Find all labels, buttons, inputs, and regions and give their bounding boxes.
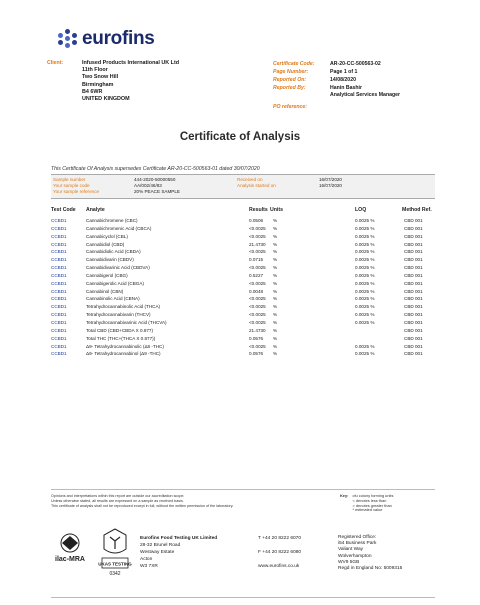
cell-analyte: Cannabidiol (CBD) xyxy=(86,241,125,247)
meta-row xyxy=(273,60,400,68)
meta-row xyxy=(273,84,400,92)
cell-result: 0.0576 xyxy=(249,351,264,357)
cell-result: <0.0025 xyxy=(249,233,266,239)
your-code: AA/002/46/83 xyxy=(134,183,162,188)
registered-office-line: Registered Office: xyxy=(338,535,377,540)
table-row xyxy=(51,289,435,297)
bottom-divider xyxy=(51,597,435,598)
footer-divider xyxy=(51,489,435,490)
meta-value: Analytical Services Manager xyxy=(330,92,401,99)
registered-office-line: i54 Business Park xyxy=(338,541,377,547)
footer-notes xyxy=(51,494,233,508)
cell-test-code: CCBD1 xyxy=(51,343,67,349)
key-title: Key: xyxy=(340,493,349,498)
table-row xyxy=(51,296,435,304)
ilac-text: ilac-MRA xyxy=(55,556,85,563)
table-row xyxy=(51,226,435,234)
logo-dots-icon xyxy=(58,29,78,49)
your-code-label: Your sample code xyxy=(53,183,90,188)
cell-loq: 0.0025 % xyxy=(355,265,375,271)
cell-method: CBD 001 xyxy=(404,225,423,231)
key-line: * estimated value xyxy=(352,507,383,513)
date-labels xyxy=(237,177,276,189)
table-row xyxy=(51,304,435,312)
started-label: Analysis started on xyxy=(237,183,276,188)
cell-result: <0.0025 xyxy=(249,296,266,302)
table-row xyxy=(51,242,435,250)
cell-loq: 0.0025 % xyxy=(355,304,375,310)
meta-label: Reported By: xyxy=(273,84,306,91)
client-line: Two Snow Hill xyxy=(82,74,119,81)
meta-row xyxy=(273,68,400,76)
cell-analyte: Tetrahydrocannabivarin (THCV) xyxy=(86,312,151,318)
client-line: 11th Floor xyxy=(82,67,108,74)
cell-result: 0.0048 xyxy=(249,288,264,294)
cell-unit: % xyxy=(273,288,278,294)
cell-result: 21.4730 xyxy=(249,241,266,247)
cell-result: <0.0025 xyxy=(249,319,266,325)
received-label: Received on xyxy=(237,177,263,182)
cell-method: CBD 001 xyxy=(404,241,423,247)
cell-method: CBD 001 xyxy=(404,304,423,310)
cell-loq: 0.0025 % xyxy=(355,319,375,325)
meta-value: AR-20-CC-500563-02 xyxy=(330,61,381,67)
cell-unit: % xyxy=(273,249,278,255)
key-line: cfu colony forming units xyxy=(352,493,394,498)
cell-test-code: CCBD1 xyxy=(51,265,67,271)
meta-label: Reported On: xyxy=(273,76,307,83)
cell-unit: % xyxy=(273,280,278,286)
your-ref-label: Your sample reference xyxy=(53,189,100,194)
cell-method: CBD 001 xyxy=(404,319,423,325)
cell-loq: 0.0025 % xyxy=(355,249,375,255)
address-line: Acton xyxy=(140,557,153,562)
header-analyte: Analyte xyxy=(86,207,105,213)
cell-unit: % xyxy=(273,319,278,325)
meta-label: Certificate Code: xyxy=(273,61,315,67)
cell-test-code: CCBD1 xyxy=(51,241,67,247)
meta-value: 14/08/2020 xyxy=(330,76,356,83)
address-line: W3 7XR xyxy=(140,564,158,569)
supersede-note: This Certificate Of Analysis supersedes Certificate AR-20-CC-500563-01 dated 30/07/2020 xyxy=(51,166,260,172)
cell-test-code: CCBD1 xyxy=(51,272,67,278)
cell-result: 0.5227 xyxy=(249,272,264,278)
cell-result: <0.0025 xyxy=(249,343,266,349)
footer-note: This certificate of analysis shall not be reproduced except in full, without the written permission of the laboratory. xyxy=(51,503,234,508)
cell-method: CBD 001 xyxy=(404,218,423,223)
cell-analyte: Tetrahydrocannabinolic Acid (THCA) xyxy=(86,304,161,310)
cell-result: <0.0025 xyxy=(249,249,266,255)
client-address xyxy=(82,60,179,103)
client-line: Birmingham xyxy=(82,81,114,88)
cell-method: CBD 001 xyxy=(404,233,423,239)
cell-test-code: CCBD1 xyxy=(51,218,67,223)
certificate-meta xyxy=(273,60,400,111)
cell-unit: % xyxy=(273,265,278,271)
client-line: Infused Products International UK Ltd xyxy=(82,60,180,66)
cell-analyte: Cannabichromene (CBC) xyxy=(86,218,138,223)
table-row xyxy=(51,273,435,281)
header-method: Method Ref. xyxy=(402,207,432,213)
website-link[interactable]: www.eurofins.co.uk xyxy=(258,564,300,569)
table-row xyxy=(51,249,435,257)
cell-analyte: Tetrahydrocannabivarinic Acid (THCVA) xyxy=(86,319,167,325)
table-row xyxy=(51,351,435,359)
started-date: 16/07/2020 xyxy=(319,183,342,188)
client-label: Client: xyxy=(47,60,64,66)
lab-address xyxy=(140,535,217,570)
cell-method: CBD 001 xyxy=(404,280,423,286)
cell-result: 0.0715 xyxy=(249,257,264,263)
cell-test-code: CCBD1 xyxy=(51,280,67,286)
cell-test-code: CCBD1 xyxy=(51,319,67,325)
registered-office-line: Regd in England No: 5009315 xyxy=(338,566,403,572)
cell-unit: % xyxy=(273,241,278,247)
cell-analyte: Cannabinol (CBN) xyxy=(86,288,124,294)
footer-note: Opinions and interpretations within this report are outside our accreditation scope. xyxy=(51,494,185,498)
table-row xyxy=(51,234,435,242)
meta-label xyxy=(273,91,330,99)
company-name: Eurofins Food Testing UK Limited xyxy=(140,536,218,541)
key-legend xyxy=(340,494,393,513)
page-title: Certificate of Analysis xyxy=(179,131,301,143)
sample-info-box xyxy=(51,174,435,199)
cell-analyte: Δ9- Tetrahydrocannabinolic (Δ8 -THC) xyxy=(86,343,164,349)
cell-test-code: CCBD1 xyxy=(51,257,67,263)
cell-unit: % xyxy=(273,304,278,310)
cell-loq: 0.0025 % xyxy=(355,272,375,278)
cell-loq: 0.0025 % xyxy=(355,312,375,318)
your-ref: 20% PEACE SAMPLE xyxy=(134,189,180,194)
table-row xyxy=(51,312,435,320)
cell-test-code: CCBD1 xyxy=(51,335,67,341)
table-row xyxy=(51,344,435,352)
fax: F +44 20 8222 6080 xyxy=(258,550,302,555)
cell-method: CBD 001 xyxy=(404,343,423,349)
meta-label: Page Number: xyxy=(273,68,309,75)
cell-result: 21.4730 xyxy=(249,327,266,333)
cell-analyte: Cannabidivarin (CBDV) xyxy=(86,257,134,263)
logo-text: eurofins xyxy=(82,28,155,49)
cell-loq: 0.0025 % xyxy=(355,288,375,294)
cell-analyte: Δ9- Tetrahydrocannabinol (Δ9 -THC) xyxy=(86,351,161,357)
ukas-badge xyxy=(100,527,130,579)
cell-method: CBD 001 xyxy=(404,335,423,341)
cell-test-code: CCBD1 xyxy=(51,312,67,318)
cell-analyte: Cannabigerolic Acid (CBGA) xyxy=(86,280,144,286)
cell-method: CBD 001 xyxy=(404,312,423,318)
sample-number: 444-2020-50000550 xyxy=(134,177,176,182)
sample-number-label: Sample number xyxy=(53,177,86,182)
cell-unit: % xyxy=(273,327,278,333)
registered-office xyxy=(338,535,402,572)
cell-unit: % xyxy=(273,296,278,302)
cell-method: CBD 001 xyxy=(404,351,423,357)
cell-method: CBD 001 xyxy=(404,296,423,302)
meta-value: Hanin Bashir xyxy=(330,84,362,91)
cell-result: <0.0025 xyxy=(249,225,266,231)
cell-unit: % xyxy=(273,218,278,223)
cell-result: <0.0025 xyxy=(249,304,266,310)
cell-loq: 0.0025 % xyxy=(355,257,375,263)
cell-analyte: Cannabichromenic Acid (CBCA) xyxy=(86,225,152,231)
cell-analyte: Total CBD (CBD+CBDA X 0.877) xyxy=(86,327,154,333)
cell-loq: 0.0025 % xyxy=(355,241,375,247)
footer-note: Unless otherwise stated, all results are expressed on a sample as received basis. xyxy=(51,498,184,503)
cell-method: CBD 001 xyxy=(404,327,423,333)
cell-loq: 0.0025 % xyxy=(355,296,375,302)
cell-test-code: CCBD1 xyxy=(51,225,67,231)
sample-labels xyxy=(53,177,99,195)
key-lines xyxy=(353,494,394,513)
cell-loq: 0.0025 % xyxy=(355,280,375,286)
ukas-text: UKAS TESTING xyxy=(98,561,132,567)
cell-unit: % xyxy=(273,225,278,231)
meta-row xyxy=(273,76,400,84)
key-line: > denotes greater than xyxy=(352,502,392,508)
header-units: Units xyxy=(270,207,283,213)
registered-office-line: WV9 5GB xyxy=(338,559,360,565)
meta-row xyxy=(273,103,400,111)
meta-row xyxy=(273,91,400,99)
cell-analyte: Cannabicyclol (CBL) xyxy=(86,233,128,239)
results-table xyxy=(51,218,435,359)
cell-analyte: Cannabidivarinic Acid (CBDVA) xyxy=(86,265,150,271)
header-loq: LOQ xyxy=(355,207,367,213)
phone: T +44 20 8222 6070 xyxy=(258,536,301,541)
registered-office-line: Valiant Way xyxy=(338,547,364,553)
cell-method: CBD 001 xyxy=(404,265,423,271)
table-row xyxy=(51,320,435,328)
cell-result: 0.0576 xyxy=(249,335,264,341)
cell-analyte: Cannabinolic Acid (CBNA) xyxy=(86,296,140,302)
cell-unit: % xyxy=(273,257,278,263)
date-values xyxy=(319,177,342,189)
registered-office-line: Wolverhampton xyxy=(338,553,372,559)
cell-unit: % xyxy=(273,351,278,357)
sample-values xyxy=(134,177,180,195)
header-results: Results xyxy=(249,207,268,213)
cell-test-code: CCBD1 xyxy=(51,327,67,333)
cell-loq: 0.0025 % xyxy=(355,225,375,231)
cell-loq: 0.0025 % xyxy=(355,343,375,349)
cell-method: CBD 001 xyxy=(404,288,423,294)
table-row xyxy=(51,328,435,336)
cell-test-code: CCBD1 xyxy=(51,351,67,357)
meta-value: Page 1 of 1 xyxy=(330,68,358,75)
table-row xyxy=(51,265,435,273)
cell-test-code: CCBD1 xyxy=(51,288,67,294)
address-line: Westway Estate xyxy=(140,550,175,555)
table-row xyxy=(51,218,435,226)
meta-label: PO reference: xyxy=(273,104,308,111)
table-row xyxy=(51,281,435,289)
cell-test-code: CCBD1 xyxy=(51,249,67,255)
cell-unit: % xyxy=(273,233,278,239)
cell-unit: % xyxy=(273,335,278,341)
cell-analyte: Cannabigerol (CBG) xyxy=(86,272,128,278)
cell-method: CBD 001 xyxy=(404,272,423,278)
key-line: < denotes less than xyxy=(352,497,387,503)
ukas-number: 0342 xyxy=(109,571,121,577)
ilac-mra-badge xyxy=(52,531,88,571)
cell-loq: 0.0025 % xyxy=(355,233,375,239)
cell-test-code: CCBD1 xyxy=(51,233,67,239)
cell-method: CBD 001 xyxy=(404,249,423,255)
cell-loq: 0.0025 % xyxy=(355,351,375,357)
received-date: 16/07/2020 xyxy=(319,177,342,182)
cell-analyte: Cannabidiolic Acid (CBDA) xyxy=(86,249,141,255)
cell-result: <0.0025 xyxy=(249,280,266,286)
cell-method: CBD 001 xyxy=(404,257,423,263)
lab-contact xyxy=(258,535,301,570)
address-line: 28-32 Brunel Road xyxy=(140,543,181,548)
table-row xyxy=(51,336,435,344)
cell-unit: % xyxy=(273,312,278,318)
table-row xyxy=(51,257,435,265)
cell-unit: % xyxy=(273,272,278,278)
cell-result: <0.0025 xyxy=(249,265,266,271)
client-line: UNITED KINGDOM xyxy=(82,96,130,103)
cell-result: 0.0506 xyxy=(249,218,264,223)
cell-loq: 0.0025 % xyxy=(355,218,375,223)
cell-test-code: CCBD1 xyxy=(51,304,67,310)
cell-analyte: Total THC (THC+(THCA X 0.877)) xyxy=(86,335,156,341)
eurofins-logo xyxy=(58,28,155,50)
cell-test-code: CCBD1 xyxy=(51,296,67,302)
cell-result: <0.0025 xyxy=(249,312,266,318)
cell-unit: % xyxy=(273,343,278,349)
client-line: B4 6WR xyxy=(82,88,103,95)
header-test-code: Test Code xyxy=(51,207,76,213)
